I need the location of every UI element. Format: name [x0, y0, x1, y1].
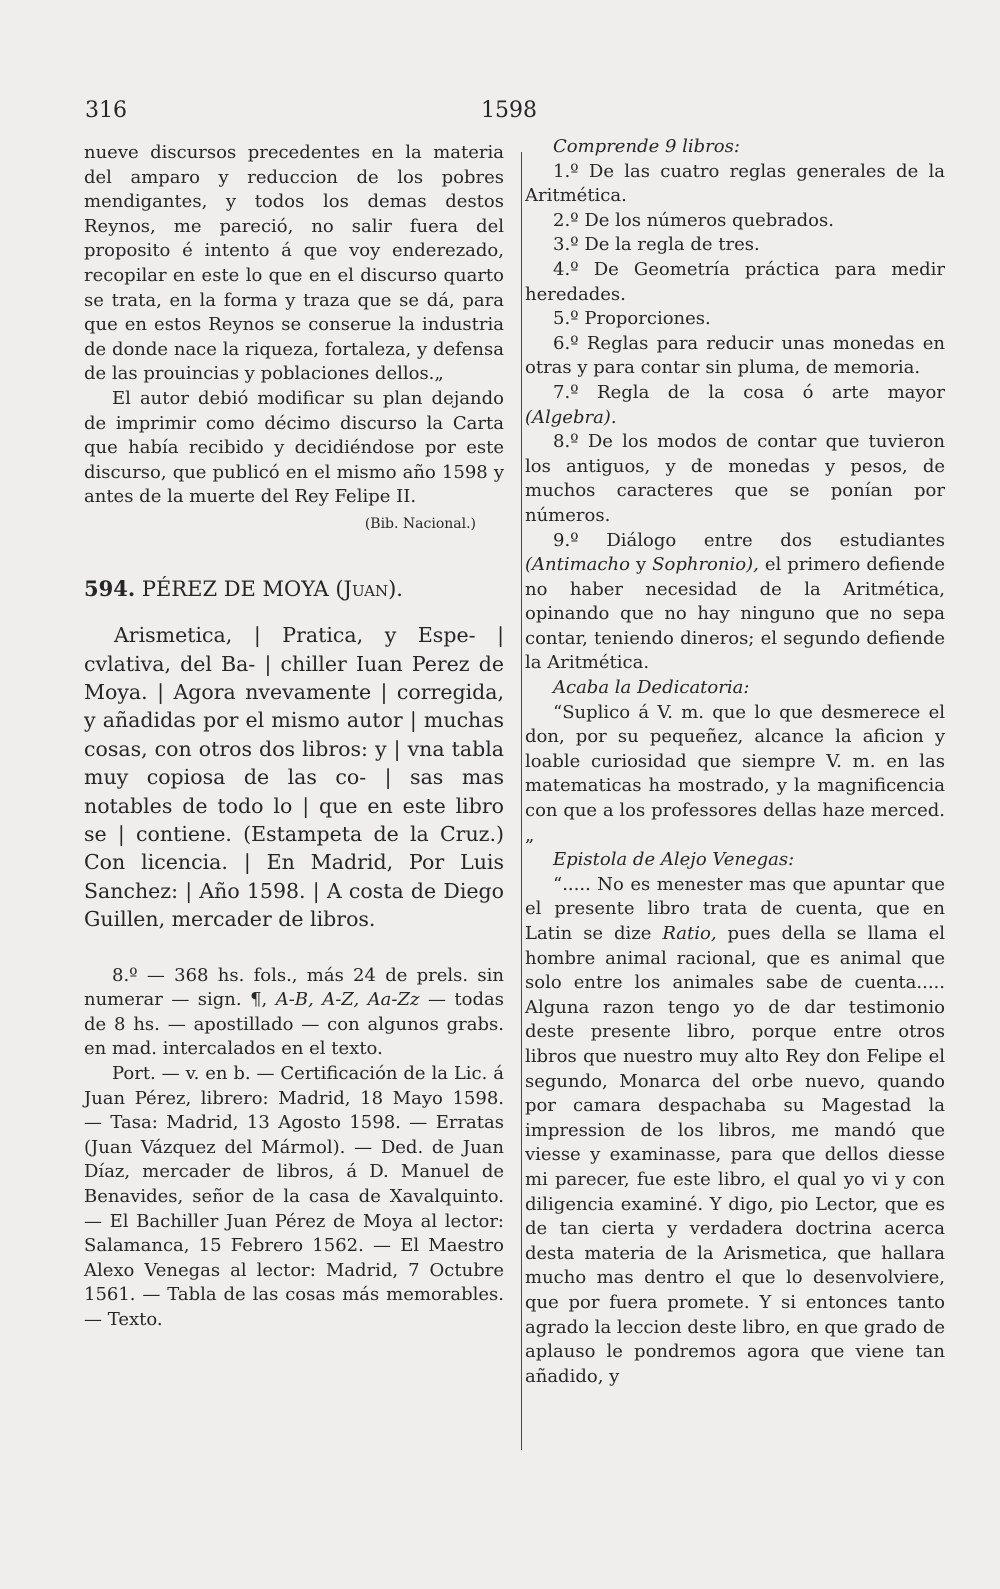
- epistle-quote: [525, 873, 945, 1389]
- page-number: 316: [85, 98, 127, 123]
- desc-part-a: 8.º — 368 hs. fols., más 24 de prels. sin numerar — sign. ¶,: [84, 964, 504, 1011]
- book-2: 2.º De los números quebrados.: [553, 209, 834, 231]
- book-3: 3.º De la regla de tres.: [553, 234, 760, 256]
- book-7: [525, 381, 945, 430]
- column-divider: [521, 152, 522, 1450]
- contents-heading: Comprende 9 libros:: [553, 136, 740, 157]
- epistle-text-a: “..... No es menester mas que apuntar que el presente libro trata de cuenta, que en Latin se dize: [525, 873, 945, 944]
- dedication-heading: Acaba la Dedicatoria:: [553, 677, 750, 699]
- book-5: 5.º Proporciones.: [553, 308, 711, 330]
- left-column: [84, 141, 504, 1332]
- book-7-italic: (Algebra).: [525, 406, 617, 428]
- running-year: 1598: [481, 98, 537, 123]
- note-paragraph: El autor debió modificar su plan dejando de imprimir como décimo discurso la Carta que había recibido y decidiéndose por este discurso, que publicó en el mismo año 1598 y antes de la muerte del Rey Felipe II.: [84, 387, 504, 508]
- physical-description: [84, 964, 504, 1062]
- book-8: 8.º De los modos de contar que tuvieron los antiguos, y de monedas y pesos, de muchos caracteres que se ponían por números.: [525, 431, 945, 526]
- book-1: 1.º De las cuatro reglas generales de la Aritmética.: [525, 160, 945, 207]
- entry-heading: [84, 577, 504, 602]
- right-column: [525, 135, 945, 1389]
- entry-number: 594.: [84, 575, 136, 601]
- source-note: (Bib. Nacional.): [364, 515, 476, 532]
- book-4: 4.º De Geometría práctica para medir heredades.: [525, 258, 945, 305]
- book-6: 6.º Reglas para reducir unas monedas en otras y para contar sin pluma, de memoria.: [525, 332, 945, 379]
- book-title: Arismetica, | Pratica, y Espe- | cvlativa, del Ba- | chiller Iuan Perez de Moya. | Agora nvevamente | corregida, y añadidas por el mismo autor | muchas cosas, con otros dos libros: y | vna tabla muy copiosa de las co- | sas mas notables de todo lo | que en este libro se | contiene. (Estampeta de la Cruz.) Con licencia. | En Madrid, Por Luis Sanchez: | Año 1598. | A costa de Diego Guillen, mercader de libros.: [84, 623, 504, 932]
- contents-paragraph: Port. — v. en b. — Certificación de la Lic. á Juan Pérez, librero: Madrid, 18 Mayo 1598. — Tasa: Madrid, 13 Agosto 1598. — Erratas (Juan Vázquez del Mármol). — Ded. de Juan Díaz, mercader de libros, á D. Manuel de Benavides, señor de la casa de Xavalquinto. — El Bachiller Juan Pérez de Moya al lector: Salamanca, 15 Febrero 1562. — El Maestro Alexo Venegas al lector: Madrid, 7 Octubre 1561. — Tabla de las cosas más memorables. — Texto.: [84, 1062, 504, 1330]
- entry-author: PÉREZ DE MOYA (: [141, 576, 344, 601]
- dedication-quote: “Suplico á V. m. que lo que desmerece el don, por su pequeñez, alcance la aficion y loable curiosidad que siempre V. m. en las matematicas ha mostrado, y la magnificencia con que a los professores dellas haze merced.„: [525, 701, 945, 846]
- epistle-heading: Epistola de Alejo Venegas:: [553, 849, 795, 871]
- desc-part-b: — todas de 8 hs. — apostillado — con algunos grabs. en mad. intercalados en el texto.: [84, 989, 504, 1060]
- book-9-italic-2: Sophronio),: [652, 554, 759, 576]
- intro-paragraph: nueve discursos precedentes en la materia del amparo y reduccion de los pobres mendigantes, y todos los demas destos Reynos, me pareció, no salir fuera del proposito é intento á que voy enderezado, recopilar en este lo que en el discurso quarto se trata, en la forma y traza que se dá, para que en estos Reynos se conserue la industria de donde nace la riqueza, fortaleza, y defensa de las prouincias y poblaciones dellos.„: [84, 142, 504, 385]
- entry-author-close: ).: [388, 576, 403, 601]
- epistle-text-b: pues della se llama el hombre animal racional, que es animal que solo entre los animales sabe de cuenta..... Alguna razon tengo yo de dar testimonio deste presente libro, porque entre otros libros que nuestro muy alto Rey don Felipe el segundo, Monarca del orbe nuevo, quando por camara despachaba su Magestad la impression de los libros, me mandó que viesse y examinasse, para que dellos diesse mi parecer, fue este libro, el qual yo vi y con diligencia examiné. Y digo, pio Lector, que es de tan cierta y verdadera doctrina acerca desta materia de la Arismetica, que hallara mucho mas dentro el que lo desenvolviere, que por fuera promete. Y si entonces tanto agrado la leccion deste libro, en que grado de aplauso le pondremos agora que viene tan añadido, y: [525, 923, 945, 1387]
- book-7-text: 7.º Regla de la cosa ó arte mayor: [553, 381, 945, 403]
- book-9-and: y: [629, 554, 653, 576]
- desc-signatures: A-B, A-Z, Aa-Zz: [275, 989, 420, 1011]
- book-9-italic-1: (Antimacho: [525, 554, 630, 576]
- book-9-rest: el primero defiende no haber necesidad de la Aritmética, opinando que no hay ninguno que no sepa contar, teniendo dineros; el segundo defiende la Aritmética.: [525, 554, 945, 674]
- book-9-text: 9.º Diálogo entre dos estudiantes: [553, 529, 945, 551]
- entry-author-given: Juan: [343, 576, 389, 601]
- epistle-italic: Ratio,: [662, 923, 717, 944]
- book-9: [525, 529, 945, 677]
